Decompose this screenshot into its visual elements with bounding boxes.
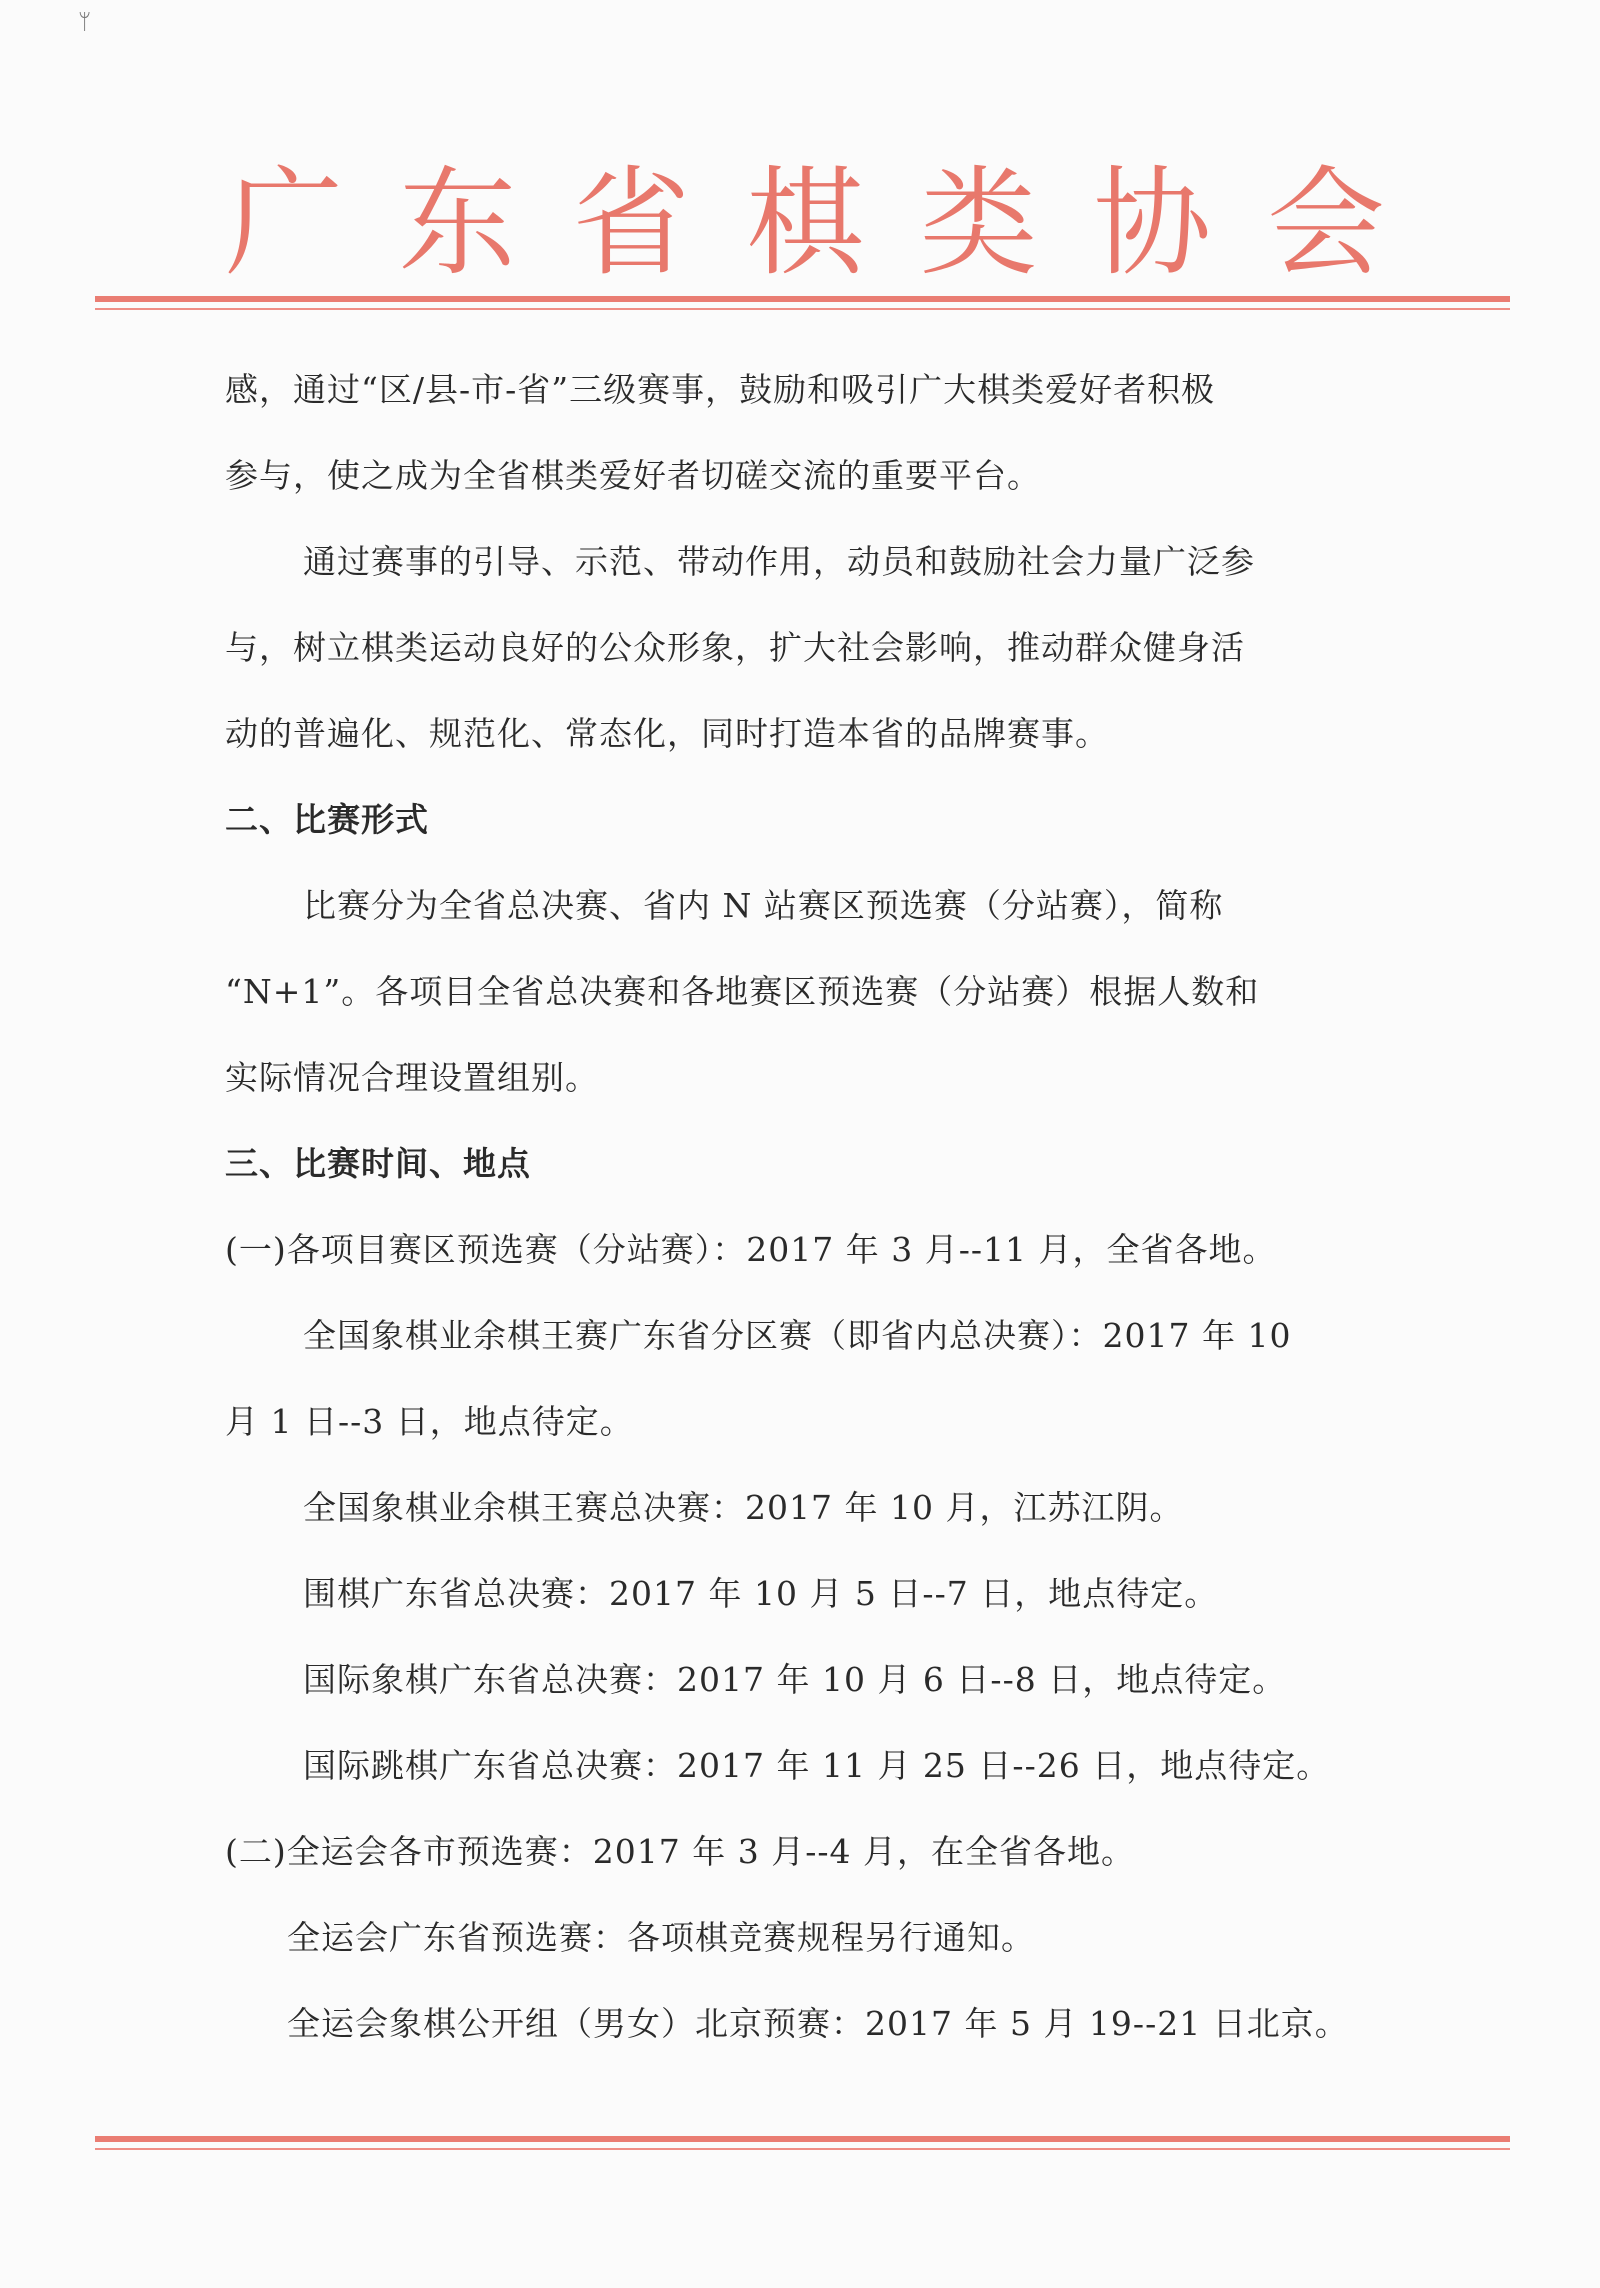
- letterhead-char: 类: [919, 154, 1038, 292]
- schedule-item: 围棋广东省总决赛：2017 年 10 月 5 日--7 日，地点待定。: [303, 1574, 1219, 1613]
- schedule-item: 全运会象棋公开组（男女）北京预赛：2017 年 5 月 19--21 日北京。: [287, 2004, 1349, 2043]
- paragraph-line: 参与，使之成为全省棋类爱好者切磋交流的重要平台。: [225, 456, 1041, 495]
- section-heading: 三、比赛时间、地点: [225, 1144, 531, 1183]
- paragraph-line: 通过赛事的引导、示范、带动作用，动员和鼓励社会力量广泛参: [303, 542, 1255, 581]
- letterhead-char: 协: [1093, 154, 1212, 292]
- letterhead-char: 会: [1266, 154, 1385, 292]
- schedule-item: 全运会广东省预选赛：各项棋竞赛规程另行通知。: [287, 1918, 1035, 1957]
- schedule-item: (一)各项目赛区预选赛（分站赛）：2017 年 3 月--11 月，全省各地。: [225, 1230, 1277, 1269]
- schedule-item: (二)全运会各市预选赛：2017 年 3 月--4 月，在全省各地。: [225, 1832, 1135, 1871]
- schedule-item: 月 1 日--3 日，地点待定。: [225, 1402, 634, 1441]
- letterhead-divider: [95, 296, 1510, 310]
- paragraph-line: 动的普遍化、规范化、常态化，同时打造本省的品牌赛事。: [225, 714, 1109, 753]
- divider-thick-line: [95, 296, 1510, 302]
- document-body: [225, 360, 1385, 2080]
- schedule-item: 国际跳棋广东省总决赛：2017 年 11 月 25 日--26 日，地点待定。: [303, 1746, 1331, 1785]
- letterhead-char: 棋: [745, 154, 864, 292]
- schedule-item: 全国象棋业余棋王赛广东省分区赛（即省内总决赛）：2017 年 10: [303, 1316, 1292, 1355]
- scan-mark: ᛘ: [78, 10, 92, 35]
- divider-thick-line: [95, 2136, 1510, 2142]
- letterhead-char: 省: [572, 154, 691, 292]
- paragraph-line: 感，通过“区/县-市-省”三级赛事，鼓励和吸引广大棋类爱好者积极: [225, 370, 1216, 409]
- paragraph-line: 比赛分为全省总决赛、省内 N 站赛区预选赛（分站赛），简称: [303, 886, 1224, 925]
- divider-thin-line: [95, 308, 1510, 310]
- divider-thin-line: [95, 2148, 1510, 2150]
- letterhead-char: 广: [225, 154, 344, 292]
- paragraph-line: 与，树立棋类运动良好的公众形象，扩大社会影响，推动群众健身活: [225, 628, 1245, 667]
- letterhead-char: 东: [398, 154, 517, 292]
- paragraph-line: “N+1”。各项目全省总决赛和各地赛区预选赛（分站赛）根据人数和: [225, 972, 1260, 1011]
- schedule-item: 全国象棋业余棋王赛总决赛：2017 年 10 月，江苏江阴。: [303, 1488, 1184, 1527]
- footer-divider: [95, 2136, 1510, 2150]
- letterhead-title: [225, 148, 1385, 298]
- section-heading: 二、比赛形式: [225, 800, 429, 839]
- paragraph-line: 实际情况合理设置组别。: [225, 1058, 599, 1097]
- schedule-item: 国际象棋广东省总决赛：2017 年 10 月 6 日--8 日，地点待定。: [303, 1660, 1287, 1699]
